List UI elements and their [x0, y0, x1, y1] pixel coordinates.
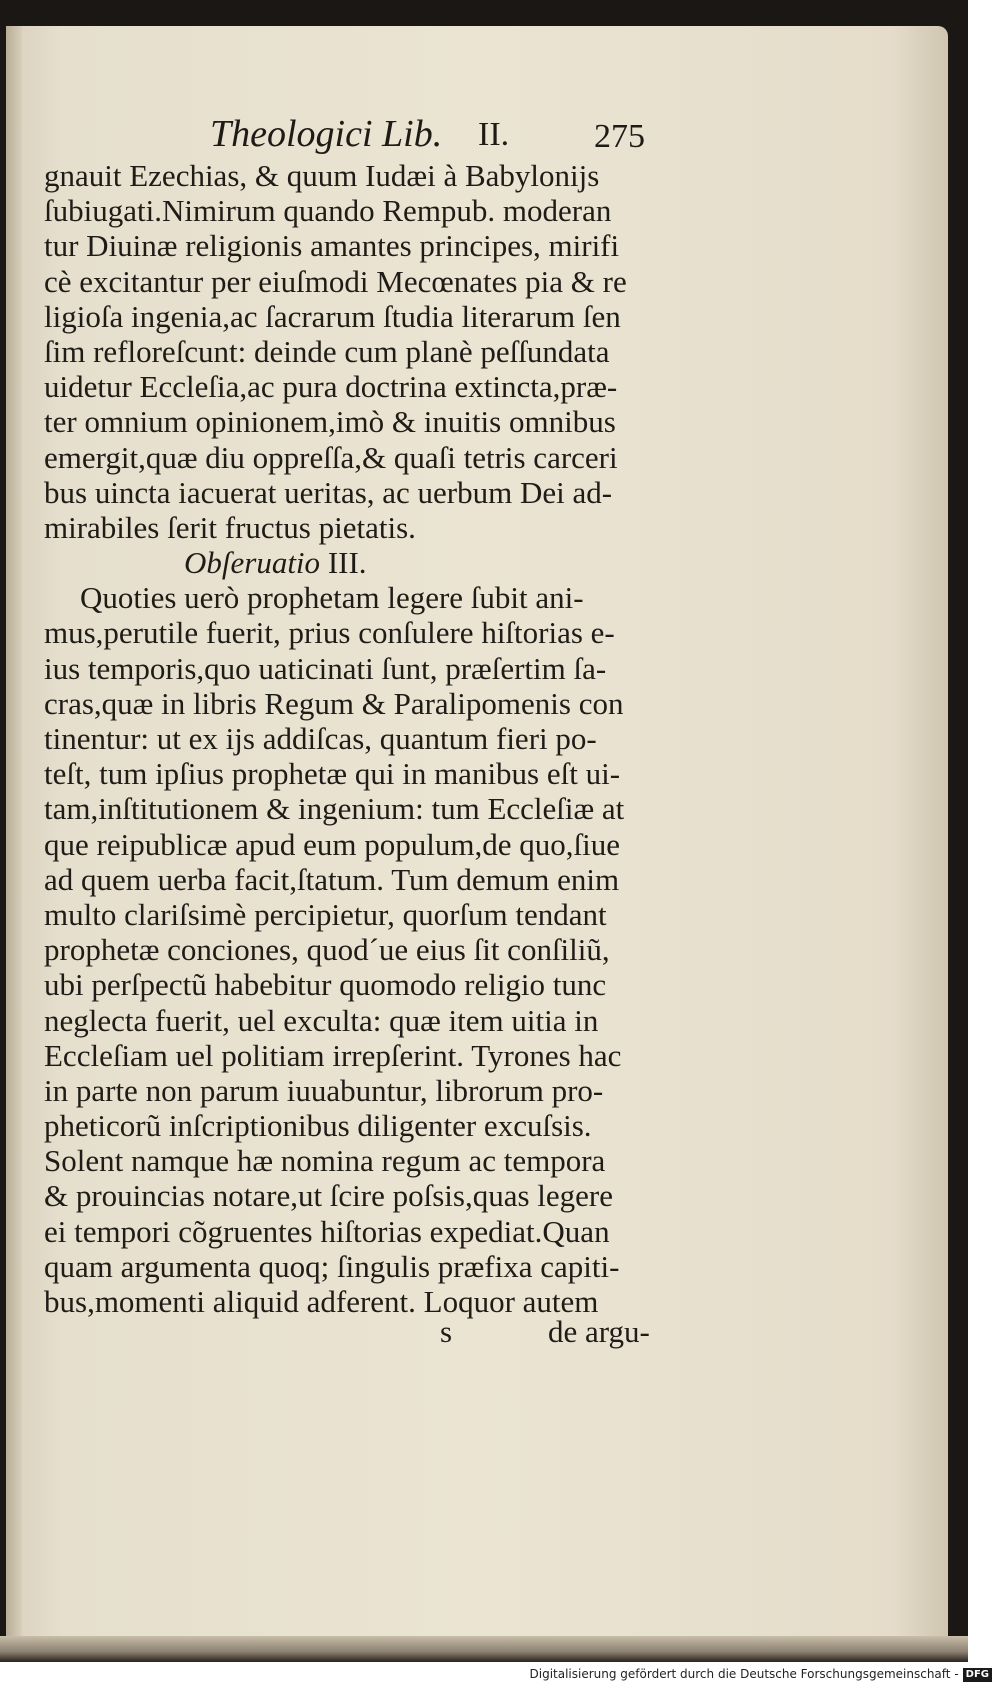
- text-line: cras,quæ in libris Regum & Paralipomenis con: [44, 685, 624, 721]
- text-line: cè excitantur per eiuſmodi Mecœnates pia & re: [44, 263, 627, 299]
- book-number: II.: [478, 116, 510, 153]
- text-line: tam,inſtitutionem & ingenium: tum Eccleſiæ at: [44, 791, 625, 827]
- text-line: ter omnium opinionem,imò & inuitis omnibus: [44, 404, 616, 440]
- digitization-credit: [0, 1664, 992, 1684]
- section-numeral: III.: [327, 545, 367, 581]
- signature-mark: s: [440, 1314, 453, 1349]
- text-line: bus uincta iacuerat ueritas, ac uerbum Dei ad-: [44, 474, 613, 510]
- text-line: quam argumenta quoq; ſingulis præfixa capiti-: [44, 1248, 620, 1284]
- page-number: 275: [594, 118, 645, 155]
- text-line: tur Diuinæ religionis amantes principes, mirifi: [44, 228, 620, 264]
- page-gutter: [6, 26, 22, 1662]
- text-line: Quoties uerò prophetam legere ſubit ani-: [80, 580, 584, 616]
- text-line: ubi perſpectũ habebitur quomodo religio tunc: [44, 967, 607, 1003]
- text-line: bus,momenti aliquid adferent. Loquor autem: [44, 1284, 599, 1319]
- main-text: [44, 158, 674, 1319]
- text-line: prophetæ conciones, quod´ue eius ſit conſiliũ,: [44, 932, 610, 968]
- text-line: in parte non parum iuuabuntur, librorum pro-: [44, 1072, 604, 1108]
- text-line: gnauit Ezechias, & quum Iudæi à Babylonijs: [44, 158, 600, 193]
- text-line: Solent namque hæ nomina regum ac tempora: [44, 1143, 606, 1179]
- dfg-logo-icon: DFG: [963, 1668, 992, 1682]
- text-line: emergit,quæ diu oppreſſa,& quaſi tetris carceri: [44, 439, 618, 475]
- section-word: Obſeruatio: [184, 545, 321, 581]
- page-footer: [0, 1314, 940, 1354]
- text-line: que reipublicæ apud eum populum,de quo,ſiue: [44, 826, 620, 862]
- text-line: uidetur Eccleſia,ac pura doctrina extincta,præ-: [44, 369, 618, 405]
- text-line: ad quem uerba facit,ſtatum. Tum demum enim: [44, 861, 620, 897]
- text-line: teſt, tum ipſius prophetæ qui in manibus eſt ui-: [44, 756, 621, 792]
- text-line: ſubiugati.Nimirum quando Rempub. moderan: [44, 193, 612, 229]
- text-line: mus,perutile fuerit, prius conſulere hiſtorias e-: [44, 615, 615, 651]
- text-line: mirabiles ſerit fructus pietatis.: [44, 509, 416, 545]
- catchword: de argu-: [548, 1314, 650, 1349]
- text-line: Eccleſiam uel politiam irrepſerint. Tyrones hac: [44, 1037, 622, 1073]
- text-line: ius temporis,quo uaticinati ſunt, præſertim ſa-: [44, 650, 607, 686]
- text-line: & prouincias notare,ut ſcire poſsis,quas legere: [44, 1178, 614, 1214]
- text-line: ſim refloreſcunt: deinde cum planè peſſundata: [44, 333, 610, 369]
- text-line: tinentur: ut ex ijs addiſcas, quantum fieri po-: [44, 721, 597, 756]
- text-line: multo clariſsimè percipietur, quorſum tendant: [44, 896, 607, 932]
- text-line: ei tempori cõgruentes hiſtorias expediat.Quan: [44, 1213, 610, 1249]
- running-title: Theologici Lib.: [210, 113, 443, 155]
- text-line: ligioſa ingenia,ac ſacrarum ſtudia literarum ſen: [44, 298, 621, 334]
- text-line: pheticorũ inſcriptionibus diligenter excuſsis.: [44, 1108, 592, 1144]
- text-line: neglecta fuerit, uel exculta: quæ item uitia in: [44, 1002, 599, 1038]
- credit-text: Digitalisierung gefördert durch die Deutsche Forschungsgemeinschaft -: [529, 1667, 959, 1681]
- section-heading: [44, 545, 674, 580]
- page-bottom-edge: [0, 1636, 968, 1662]
